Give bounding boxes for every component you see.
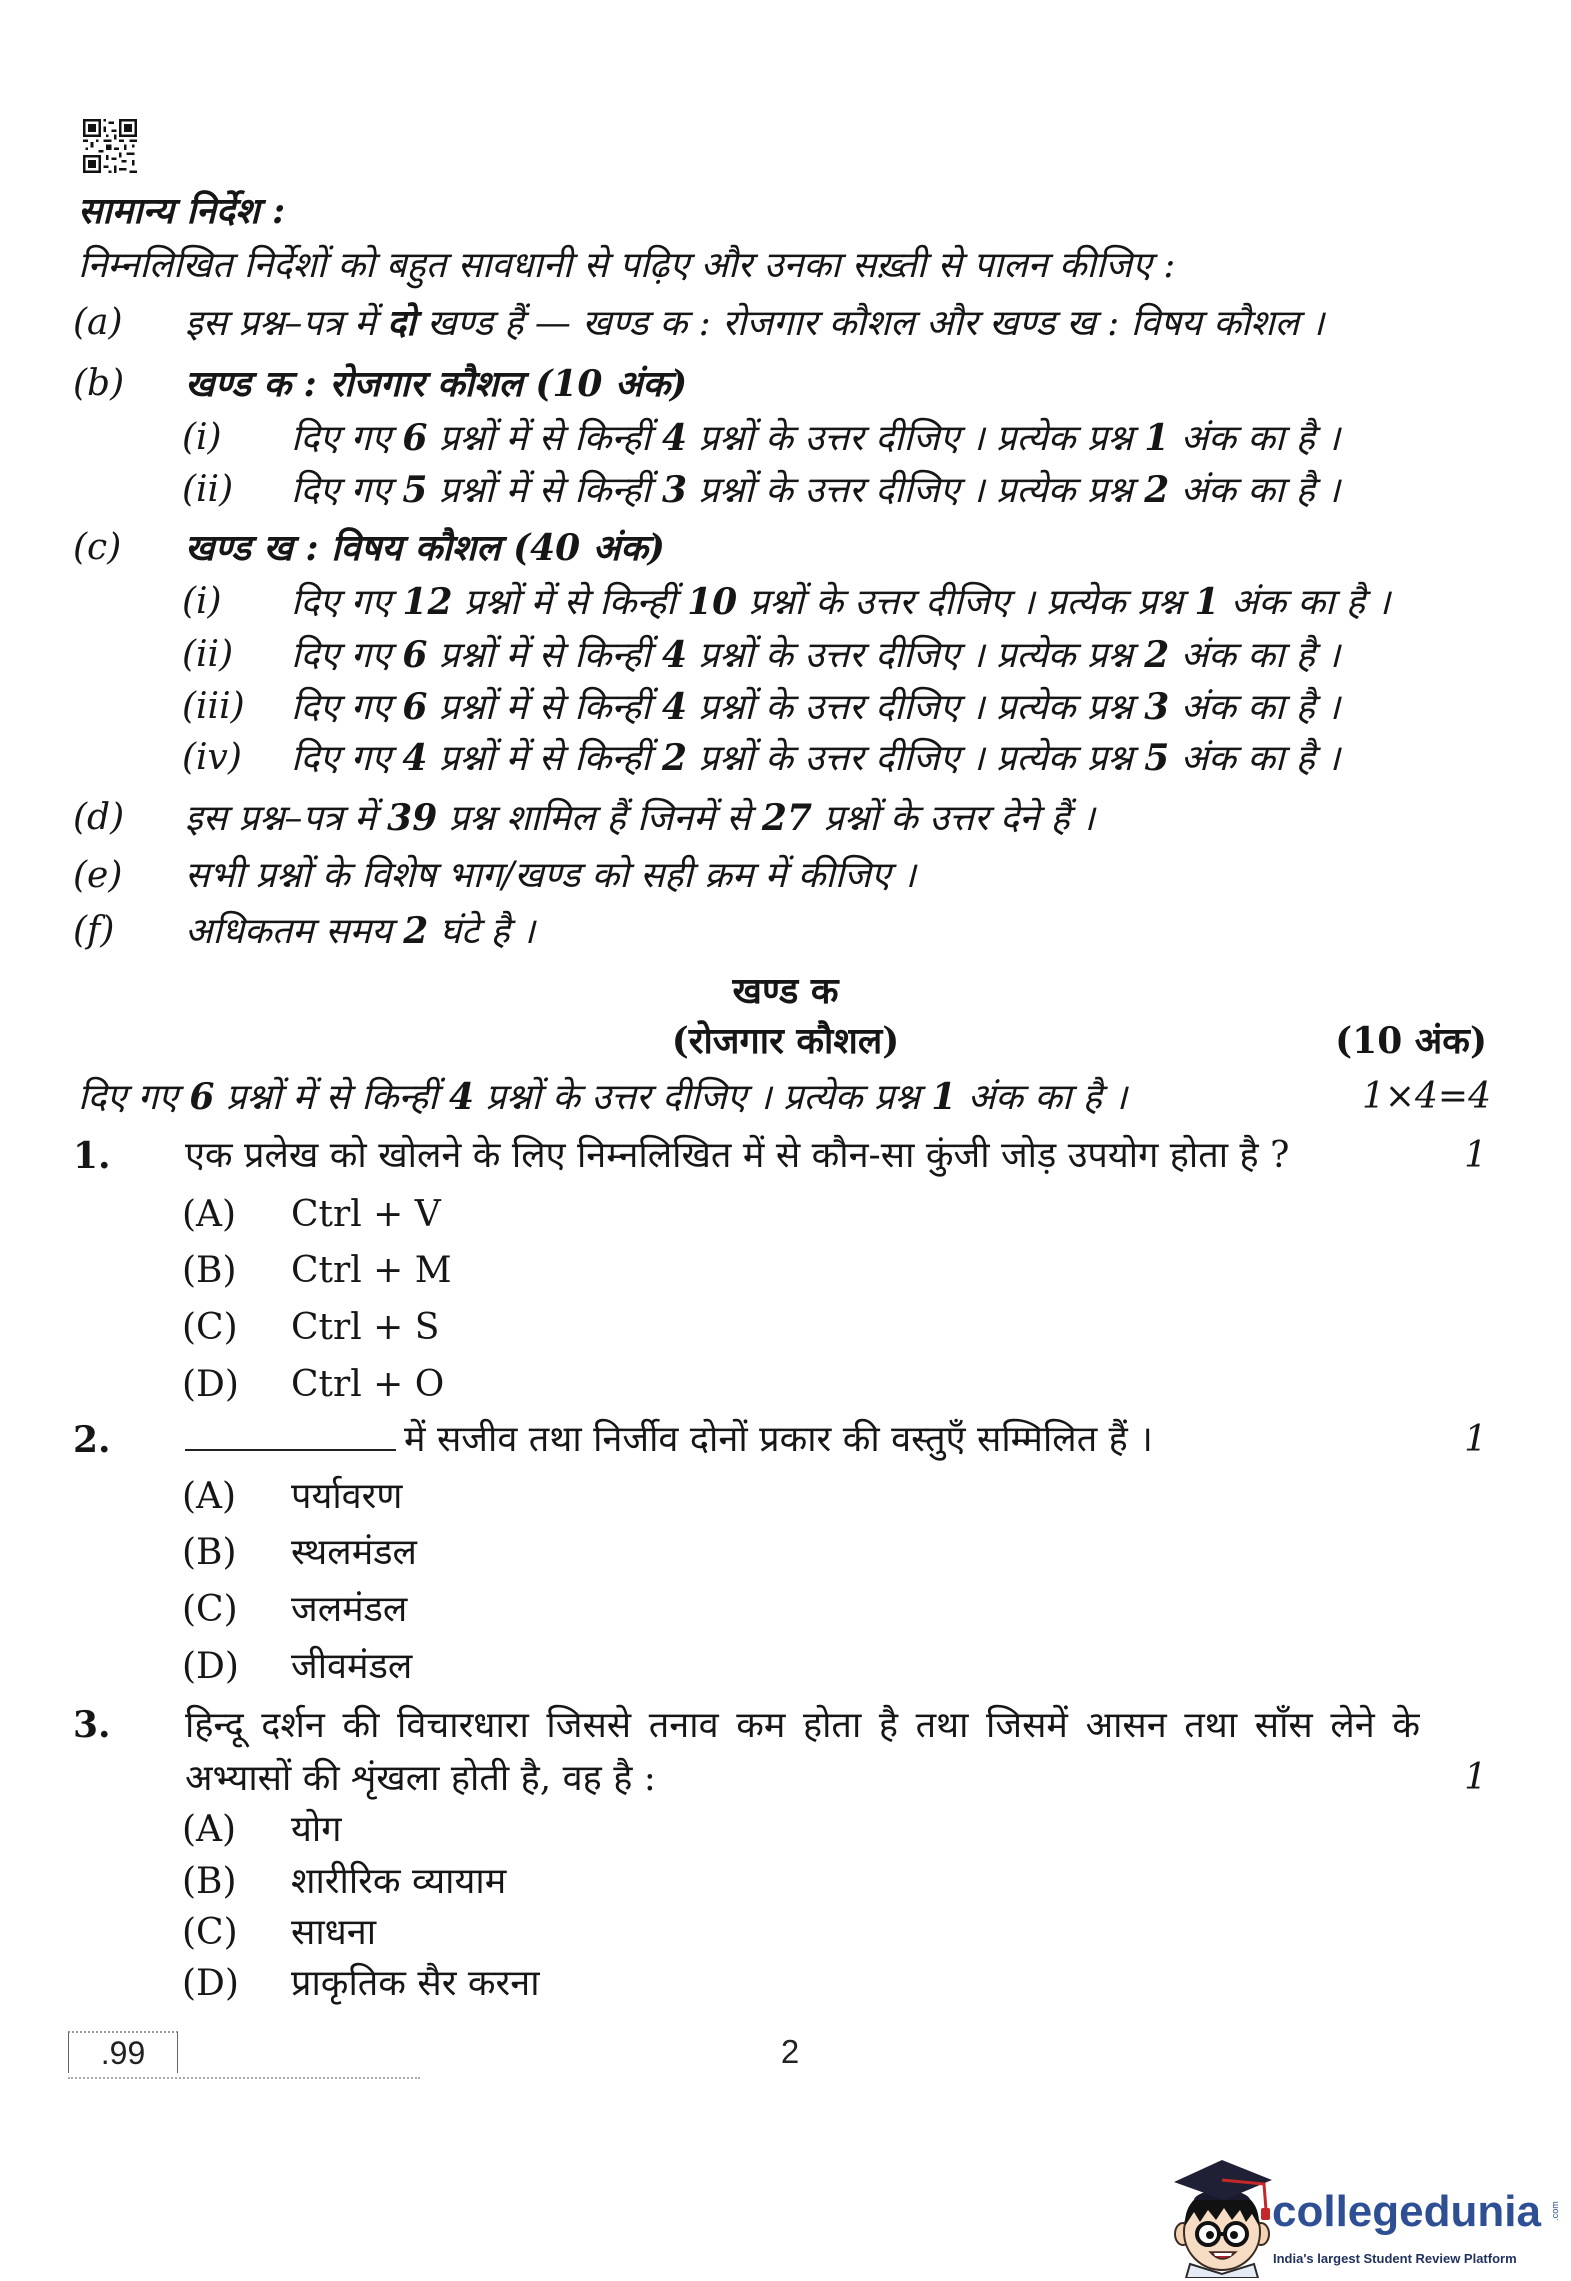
- subitem-marker: (i): [182, 417, 222, 458]
- instruction-marker: (a): [73, 302, 123, 343]
- subitem-text: [291, 629, 1340, 681]
- text-segment: प्रश्नों के उत्तर दीजिए । प्रत्येक प्रश्न: [687, 687, 1145, 728]
- emphasis-number: 6: [189, 1076, 215, 1118]
- emphasis-number: 12: [402, 581, 453, 623]
- text-segment: दिए गए: [78, 1077, 190, 1118]
- option-text: साधना: [291, 1912, 377, 1953]
- instruction-item-d: [0, 792, 1571, 844]
- instructions-intro-row: [0, 240, 1571, 292]
- option-label: (D): [182, 1963, 239, 2004]
- option-row: [0, 1804, 1571, 1856]
- option-label: (C): [182, 1589, 238, 1630]
- qr-code-icon: [83, 119, 137, 173]
- text-segment: अंक का है ।: [1219, 582, 1391, 623]
- option-text: Ctrl + S: [291, 1307, 440, 1348]
- emphasis-number: 4: [662, 686, 688, 728]
- question-2: [0, 1414, 1571, 1466]
- text-segment: दिए गए: [291, 687, 403, 728]
- text-segment: प्रश्नों के उत्तर दीजिए । प्रत्येक प्रश्न: [474, 1077, 932, 1118]
- option-row: [0, 1584, 1571, 1636]
- instruction-item-a: [0, 297, 1571, 349]
- text-segment: दिए गए: [291, 418, 403, 459]
- instruction-subitem: [0, 732, 1571, 784]
- text-segment: अंक का है ।: [1169, 635, 1341, 676]
- option-text: प्राकृतिक सैर करना: [291, 1963, 540, 2004]
- option-text: योग: [291, 1809, 342, 1850]
- text-segment: अंक का है ।: [1169, 687, 1341, 728]
- emphasis-number: 2: [403, 910, 429, 952]
- text-segment: दिए गए: [291, 635, 403, 676]
- subitem-marker: (iii): [182, 686, 245, 727]
- option-row: [0, 1245, 1571, 1297]
- option-text: जीवमंडल: [291, 1646, 413, 1687]
- emphasis-number: 1: [931, 1076, 957, 1118]
- question-number: 2.: [73, 1419, 111, 1461]
- instruction-section-title: खण्ड क : रोजगार कौशल (10 अंक): [185, 363, 688, 405]
- emphasis-number: 2: [662, 737, 688, 779]
- option-label: (D): [182, 1646, 239, 1687]
- text-segment: प्रश्नों के उत्तर दीजिए । प्रत्येक प्रश्न: [687, 738, 1145, 779]
- text-segment: इस प्रश्न–पत्र में: [185, 303, 388, 344]
- option-row: [0, 1856, 1571, 1908]
- text-segment: प्रश्नों में से किन्हीं: [452, 582, 688, 623]
- paper-code: .99: [68, 2031, 178, 2073]
- instruction-section-title: खण्ड ख : विषय कौशल (40 अंक): [185, 527, 665, 569]
- text-segment: दिए गए: [291, 738, 403, 779]
- instruction-item-e: [0, 850, 1571, 902]
- instruction-marker: (b): [73, 363, 125, 404]
- option-label: (B): [182, 1250, 237, 1291]
- option-row: [0, 1907, 1571, 1959]
- option-row: [0, 1641, 1571, 1693]
- instruction-text: [185, 792, 1095, 844]
- instruction-item-f: [0, 905, 1571, 957]
- question-body: [185, 1414, 1153, 1466]
- text-segment: इस प्रश्न–पत्र में: [185, 798, 388, 839]
- instruction-text: [185, 905, 535, 957]
- option-row: [0, 1302, 1571, 1354]
- emphasis-number: 3: [662, 469, 688, 511]
- brand-tld: .com: [1550, 2201, 1560, 2221]
- option-label: (C): [182, 1307, 238, 1348]
- instruction-subitem: [0, 629, 1571, 681]
- instruction-subitem: [0, 464, 1571, 516]
- emphasis-number: 4: [449, 1076, 475, 1118]
- option-label: (D): [182, 1364, 239, 1405]
- option-row: [0, 1527, 1571, 1579]
- text-segment: प्रश्नों के उत्तर दीजिए । प्रत्येक प्रश्न: [687, 635, 1145, 676]
- question-text: हिन्दू दर्शन की विचारधारा जिससे तनाव कम होता है तथा जिसमें आसन तथा साँस लेने के अभ्यासों की शृंखला होती है, वह है :: [185, 1705, 1420, 1799]
- option-text: Ctrl + V: [291, 1194, 441, 1235]
- brand-name: collegedunia: [1272, 2187, 1541, 2236]
- instruction-subitem: [0, 681, 1571, 733]
- emphasis-number: 3: [1144, 686, 1170, 728]
- emphasis-number: 4: [662, 634, 688, 676]
- subitem-text: [291, 464, 1340, 516]
- instructions-heading: सामान्य निर्देश :: [78, 190, 286, 232]
- instruction-text: [185, 297, 1324, 349]
- section-title-row: [0, 965, 1571, 1017]
- instruction-marker: (e): [73, 855, 123, 896]
- text-segment: प्रश्नों में से किन्हीं: [427, 470, 663, 511]
- emphasis-number: 2: [1144, 634, 1170, 676]
- answer-blank: [185, 1419, 396, 1451]
- emphasis-number: 5: [402, 469, 428, 511]
- subitem-text: [291, 576, 1390, 628]
- emphasis-number: 6: [402, 686, 428, 728]
- question-1: [0, 1130, 1571, 1182]
- emphasis-number: 6: [402, 417, 428, 459]
- option-row: [0, 1471, 1571, 1523]
- microtext-line: [68, 2077, 420, 2079]
- section-marks: (10 अंक): [1335, 1020, 1487, 1062]
- option-text: स्थलमंडल: [291, 1532, 417, 1573]
- emphasis-number: 1: [1194, 581, 1220, 623]
- section-subtitle: (रोजगार कौशल): [671, 1020, 900, 1062]
- emphasis-number: 39: [387, 797, 438, 839]
- option-row: [0, 1189, 1571, 1241]
- text-segment: प्रश्न शामिल हैं जिनमें से: [437, 798, 762, 839]
- section-subtitle-row: [0, 1015, 1571, 1067]
- section-title: खण्ड क: [732, 970, 839, 1012]
- text-segment: अंक का है ।: [956, 1077, 1128, 1118]
- instruction-subitem: [0, 412, 1571, 464]
- emphasis-number: 4: [402, 737, 428, 779]
- instruction-marker: (d): [73, 797, 125, 838]
- instructions-heading-row: [0, 185, 1571, 237]
- emphasis-number: 4: [662, 417, 688, 459]
- text-segment: अधिकतम समय: [185, 911, 404, 952]
- text-segment: प्रश्नों में से किन्हीं: [427, 635, 663, 676]
- text-segment: प्रश्नों के उत्तर दीजिए । प्रत्येक प्रश्न: [737, 582, 1195, 623]
- option-text: पर्यावरण: [291, 1476, 403, 1517]
- text-segment: प्रश्नों के उत्तर दीजिए । प्रत्येक प्रश्न: [687, 470, 1145, 511]
- question-marks: 1: [1464, 1419, 1487, 1460]
- instruction-item-b: [0, 358, 1571, 410]
- option-label: (A): [182, 1809, 237, 1850]
- option-label: (A): [182, 1476, 237, 1517]
- emphasis-number: 6: [402, 634, 428, 676]
- option-text: Ctrl + O: [291, 1364, 445, 1405]
- text-segment: प्रश्नों में से किन्हीं: [427, 687, 663, 728]
- text-segment: दिए गए: [291, 470, 403, 511]
- subitem-marker: (ii): [182, 469, 234, 510]
- question-number: 1.: [73, 1135, 111, 1177]
- emphasis-number: 1: [1144, 417, 1170, 459]
- marks-scheme: 1×4=4: [1361, 1076, 1491, 1117]
- subitem-text: [291, 681, 1340, 733]
- section-instruction: [78, 1071, 1127, 1123]
- instruction-marker: (f): [73, 910, 115, 951]
- emphasis-number: 5: [1144, 737, 1170, 779]
- option-text: शारीरिक व्यायाम: [291, 1861, 507, 1902]
- text-segment: दिए गए: [291, 582, 403, 623]
- emphasis-number: 2: [1144, 469, 1170, 511]
- subitem-marker: (ii): [182, 634, 234, 675]
- option-text: जलमंडल: [291, 1589, 408, 1630]
- collegedunia-mascot-icon: [1160, 2152, 1284, 2278]
- text-segment: प्रश्नों में से किन्हीं: [427, 738, 663, 779]
- instruction-marker: (c): [73, 527, 122, 568]
- option-row: [0, 1359, 1571, 1411]
- option-label: (A): [182, 1194, 237, 1235]
- text-segment: अंक का है ।: [1169, 470, 1341, 511]
- question-marks: 1: [1464, 1757, 1487, 1798]
- instruction-item-c: [0, 522, 1571, 574]
- subitem-marker: (i): [182, 581, 222, 622]
- question-number: 3.: [73, 1704, 111, 1746]
- subitem-text: [291, 412, 1340, 464]
- emphasis-number: 10: [687, 581, 738, 623]
- page-number: 2: [780, 2033, 800, 2070]
- text-segment: प्रश्नों में से किन्हीं: [427, 418, 663, 459]
- subitem-text: [291, 732, 1340, 784]
- option-label: (B): [182, 1861, 237, 1902]
- text-segment: अंक का है ।: [1169, 418, 1341, 459]
- option-row: [0, 1958, 1571, 2010]
- emphasis-text: दो: [387, 302, 416, 344]
- question-marks: 1: [1464, 1135, 1487, 1176]
- text-segment: प्रश्नों के उत्तर देने हैं ।: [812, 798, 1095, 839]
- instruction-text: सभी प्रश्नों के विशेष भाग/खण्ड को सही क्रम में कीजिए ।: [185, 855, 916, 896]
- brand-tagline: India's largest Student Review Platform: [1273, 2251, 1517, 2266]
- text-segment: प्रश्नों के उत्तर दीजिए । प्रत्येक प्रश्न: [687, 418, 1145, 459]
- question-text: एक प्रलेख को खोलने के लिए निम्नलिखित में से कौन-सा कुंजी जोड़ उपयोग होता है ?: [185, 1135, 1290, 1176]
- instructions-intro: निम्नलिखित निर्देशों को बहुत सावधानी से पढ़िए और उनका सख़्ती से पालन कीजिए :: [78, 245, 1176, 286]
- instruction-subitem: [0, 576, 1571, 628]
- section-instruction-row: [0, 1071, 1571, 1123]
- text-segment: खण्ड हैं — खण्ड क : रोजगार कौशल और खण्ड ख : विषय कौशल ।: [415, 303, 1325, 344]
- text-segment: अंक का है ।: [1169, 738, 1341, 779]
- subitem-marker: (iv): [182, 737, 242, 778]
- option-text: Ctrl + M: [291, 1250, 452, 1291]
- text-segment: घंटे है ।: [428, 911, 535, 952]
- option-label: (C): [182, 1912, 238, 1953]
- question-3-marks-row: [0, 1752, 1571, 1804]
- option-label: (B): [182, 1532, 237, 1573]
- text-segment: प्रश्नों में से किन्हीं: [214, 1077, 450, 1118]
- question-text: में सजीव तथा निर्जीव दोनों प्रकार की वस्तुएँ सम्मिलित हैं ।: [404, 1419, 1153, 1460]
- emphasis-number: 27: [761, 797, 813, 839]
